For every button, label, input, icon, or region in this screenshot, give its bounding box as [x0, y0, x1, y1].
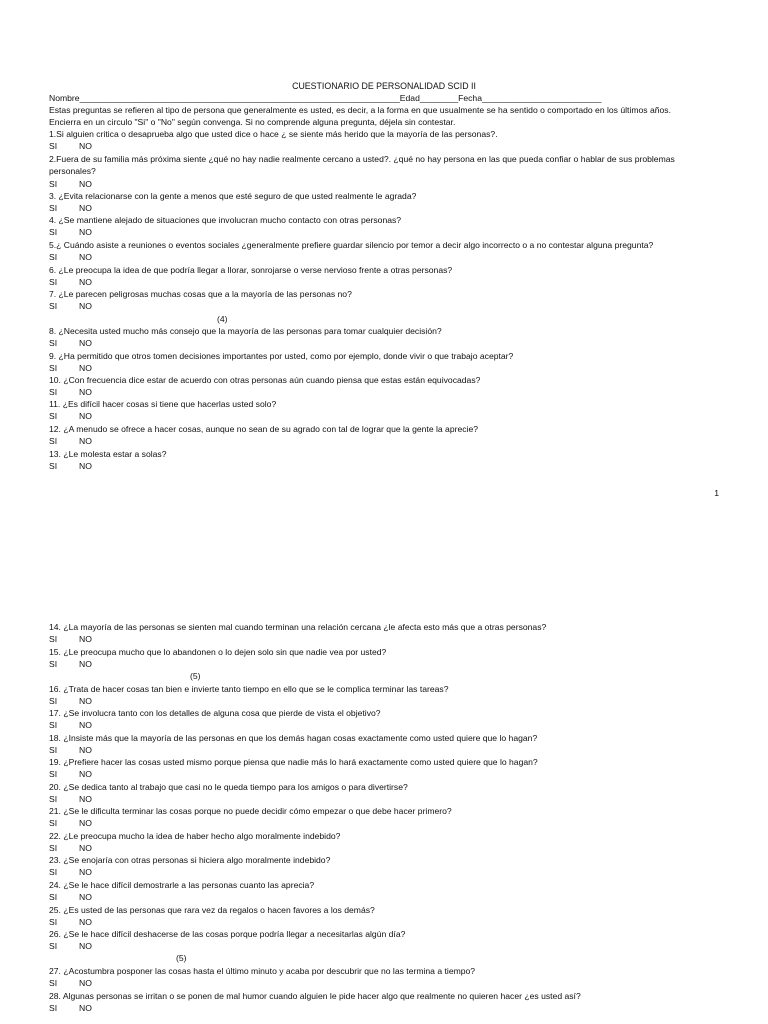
question-14: 14. ¿La mayoría de las personas se sienten mal cuando terminan una relación cercana ¿le afecta esto más que a otras personas? — [49, 622, 547, 632]
no-option: NO — [79, 843, 92, 853]
intro-line-2: Encierra en un circulo "Si" o "No" según convenga. Si no comprende alguna pregunta, déjela sin contestar. — [49, 117, 456, 127]
section-marker: (5) — [176, 953, 187, 963]
no-option: NO — [79, 301, 92, 311]
no-option: NO — [79, 252, 92, 262]
document-title: CUESTIONARIO DE PERSONALIDAD SCID II — [292, 81, 476, 91]
question-16: 16. ¿Trata de hacer cosas tan bien e invierte tanto tiempo en ello que se le complica terminar las tareas? — [49, 684, 449, 694]
si-option: SI — [49, 818, 58, 828]
question-11: 11. ¿Es difícil hacer cosas si tiene que hacerlas usted solo? — [49, 399, 277, 409]
answer-options — [49, 1002, 92, 1014]
answer-options — [49, 226, 92, 238]
intro-line-1: Estas preguntas se refieren al tipo de persona que generalmente es usted, es decir, a la forma en que usualmente se ha sentido o comportado en los últimos años. — [49, 105, 671, 115]
question-27: 27. ¿Acostumbra posponer las cosas hasta el último minuto y acaba por descubrir que no las termina a tiempo? — [49, 966, 476, 976]
no-option: NO — [79, 411, 92, 421]
no-option: NO — [79, 769, 92, 779]
answer-options — [49, 633, 92, 645]
no-option: NO — [79, 659, 92, 669]
answer-options — [49, 435, 92, 447]
question-21: 21. ¿Se le dificulta terminar las cosas porque no puede decidir cómo empezar o que debe hacer primero? — [49, 806, 452, 816]
question-19: 19. ¿Prefiere hacer las cosas usted mismo porque piensa que nadie más lo hará exactamente como usted quiere que lo hagan? — [49, 757, 538, 767]
no-option: NO — [79, 436, 92, 446]
answer-options — [49, 817, 92, 829]
si-option: SI — [49, 696, 58, 706]
si-option: SI — [49, 461, 58, 471]
question-24: 24. ¿Se le hace difícil demostrarle a las personas cuanto las aprecia? — [49, 880, 315, 890]
si-option: SI — [49, 978, 58, 988]
no-option: NO — [79, 387, 92, 397]
question-3: 3. ¿Evita relacionarse con la gente a menos que esté seguro de que usted realmente le agrada? — [49, 191, 417, 201]
no-option: NO — [79, 227, 92, 237]
answer-options — [49, 460, 92, 472]
si-option: SI — [49, 141, 58, 151]
si-option: SI — [49, 1003, 58, 1013]
question-15: 15. ¿Le preocupa mucho que lo abandonen o lo dejen solo sin que nadie vea por usted? — [49, 647, 387, 657]
si-option: SI — [49, 277, 58, 287]
si-option: SI — [49, 338, 58, 348]
si-option: SI — [49, 411, 58, 421]
question-10: 10. ¿Con frecuencia dice estar de acuerdo con otras personas aún cuando piensa que estas están equivocadas? — [49, 375, 481, 385]
answer-options — [49, 362, 92, 374]
no-option: NO — [79, 179, 92, 189]
answer-options — [49, 768, 92, 780]
edad-field: Edad________ — [399, 93, 459, 103]
header-fields — [49, 92, 601, 104]
si-option: SI — [49, 843, 58, 853]
no-option: NO — [79, 745, 92, 755]
no-option: NO — [79, 794, 92, 804]
answer-options — [49, 300, 92, 312]
si-option: SI — [49, 720, 58, 730]
answer-options — [49, 140, 92, 152]
section-marker: (5) — [190, 671, 201, 681]
si-option: SI — [49, 252, 58, 262]
answer-options — [49, 695, 92, 707]
si-option: SI — [49, 301, 58, 311]
question-23: 23. ¿Se enojaría con otras personas si hiciera algo moralmente indebido? — [49, 855, 331, 865]
question-6: 6. ¿Le preocupa la idea de que podría llegar a llorar, sonrojarse o verse nervioso frente a otras personas? — [49, 265, 453, 275]
no-option: NO — [79, 277, 92, 287]
answer-options — [49, 178, 92, 190]
answer-options — [49, 842, 92, 854]
question-25: 25. ¿Es usted de las personas que rara vez da regalos o hacen favores a los demás? — [49, 905, 375, 915]
si-option: SI — [49, 436, 58, 446]
answer-options — [49, 251, 92, 263]
no-option: NO — [79, 203, 92, 213]
question-28: 28. Algunas personas se irritan o se ponen de mal humor cuando alguien le pide hacer algo que realmente no quieren hacer ¿es usted así? — [49, 991, 581, 1001]
si-option: SI — [49, 634, 58, 644]
si-option: SI — [49, 917, 58, 927]
si-option: SI — [49, 363, 58, 373]
si-option: SI — [49, 227, 58, 237]
no-option: NO — [79, 338, 92, 348]
question-22: 22. ¿Le preocupa mucho la idea de haber hecho algo moralmente indebido? — [49, 831, 341, 841]
answer-options — [49, 891, 92, 903]
no-option: NO — [79, 867, 92, 877]
section-marker: (4) — [217, 314, 228, 324]
no-option: NO — [79, 720, 92, 730]
no-option: NO — [79, 363, 92, 373]
si-option: SI — [49, 941, 58, 951]
si-option: SI — [49, 203, 58, 213]
no-option: NO — [79, 634, 92, 644]
si-option: SI — [49, 745, 58, 755]
si-option: SI — [49, 892, 58, 902]
question-20: 20. ¿Se dedica tanto al trabajo que casi no le queda tiempo para los amigos o para divertirse? — [49, 782, 408, 792]
answer-options — [49, 276, 92, 288]
question-18: 18. ¿Insiste más que la mayoría de las personas en que los demás hagan cosas exactamente como usted quiere que lo hagan? — [49, 733, 538, 743]
answer-options — [49, 977, 92, 989]
no-option: NO — [79, 1003, 92, 1013]
nombre-field: Nombre___________________________________________________________________ — [49, 93, 400, 103]
answer-options — [49, 202, 92, 214]
no-option: NO — [79, 892, 92, 902]
answer-options — [49, 719, 92, 731]
question-13: 13. ¿Le molesta estar a solas? — [49, 449, 167, 459]
question-1: 1.Si alguien critica o desaprueba algo que usted dice o hace ¿ se siente más herido que la mayoría de las personas?. — [49, 129, 498, 139]
question-12: 12. ¿A menudo se ofrece a hacer cosas, aunque no sean de su agrado con tal de lograr que la gente la aprecie? — [49, 424, 479, 434]
answer-options — [49, 744, 92, 756]
si-option: SI — [49, 387, 58, 397]
question-5: 5.¿ Cuándo asiste a reuniones o eventos sociales ¿generalmente prefiere guardar silencio por temor a decir algo incorrecto o a no contestar alguna pregunta? — [49, 240, 654, 250]
no-option: NO — [79, 978, 92, 988]
no-option: NO — [79, 818, 92, 828]
si-option: SI — [49, 179, 58, 189]
si-option: SI — [49, 769, 58, 779]
answer-options — [49, 337, 92, 349]
no-option: NO — [79, 461, 92, 471]
answer-options — [49, 386, 92, 398]
question-2: 2.Fuera de su familia más próxima siente ¿qué no hay nadie realmente cercano a usted?. ¿qué no hay persona en las que pueda confiar o hablar de sus problemas personales? — [49, 154, 675, 177]
page-number: 1 — [714, 488, 719, 498]
no-option: NO — [79, 917, 92, 927]
question-9: 9. ¿Ha permitido que otros tomen decisiones importantes por usted, como por ejemplo, donde vivir o que trabajo aceptar? — [49, 351, 514, 361]
answer-options — [49, 916, 92, 928]
si-option: SI — [49, 794, 58, 804]
si-option: SI — [49, 867, 58, 877]
no-option: NO — [79, 941, 92, 951]
si-option: SI — [49, 659, 58, 669]
answer-options — [49, 658, 92, 670]
answer-options — [49, 410, 92, 422]
no-option: NO — [79, 141, 92, 151]
question-4: 4. ¿Se mantiene alejado de situaciones que involucran mucho contacto con otras personas? — [49, 215, 402, 225]
question-8: 8. ¿Necesita usted mucho más consejo que la mayoría de las personas para tomar cualquier decisión? — [49, 326, 442, 336]
fecha-field: Fecha_________________________ — [458, 93, 602, 103]
answer-options — [49, 793, 92, 805]
answer-options — [49, 866, 92, 878]
answer-options — [49, 940, 92, 952]
question-17: 17. ¿Se involucra tanto con los detalles de alguna cosa que pierde de vista el objetivo? — [49, 708, 381, 718]
question-26: 26. ¿Se le hace difícil deshacerse de las cosas porque podría llegar a necesitarlas algún día? — [49, 929, 406, 939]
no-option: NO — [79, 696, 92, 706]
question-7: 7. ¿Le parecen peligrosas muchas cosas que a la mayoría de las personas no? — [49, 289, 352, 299]
